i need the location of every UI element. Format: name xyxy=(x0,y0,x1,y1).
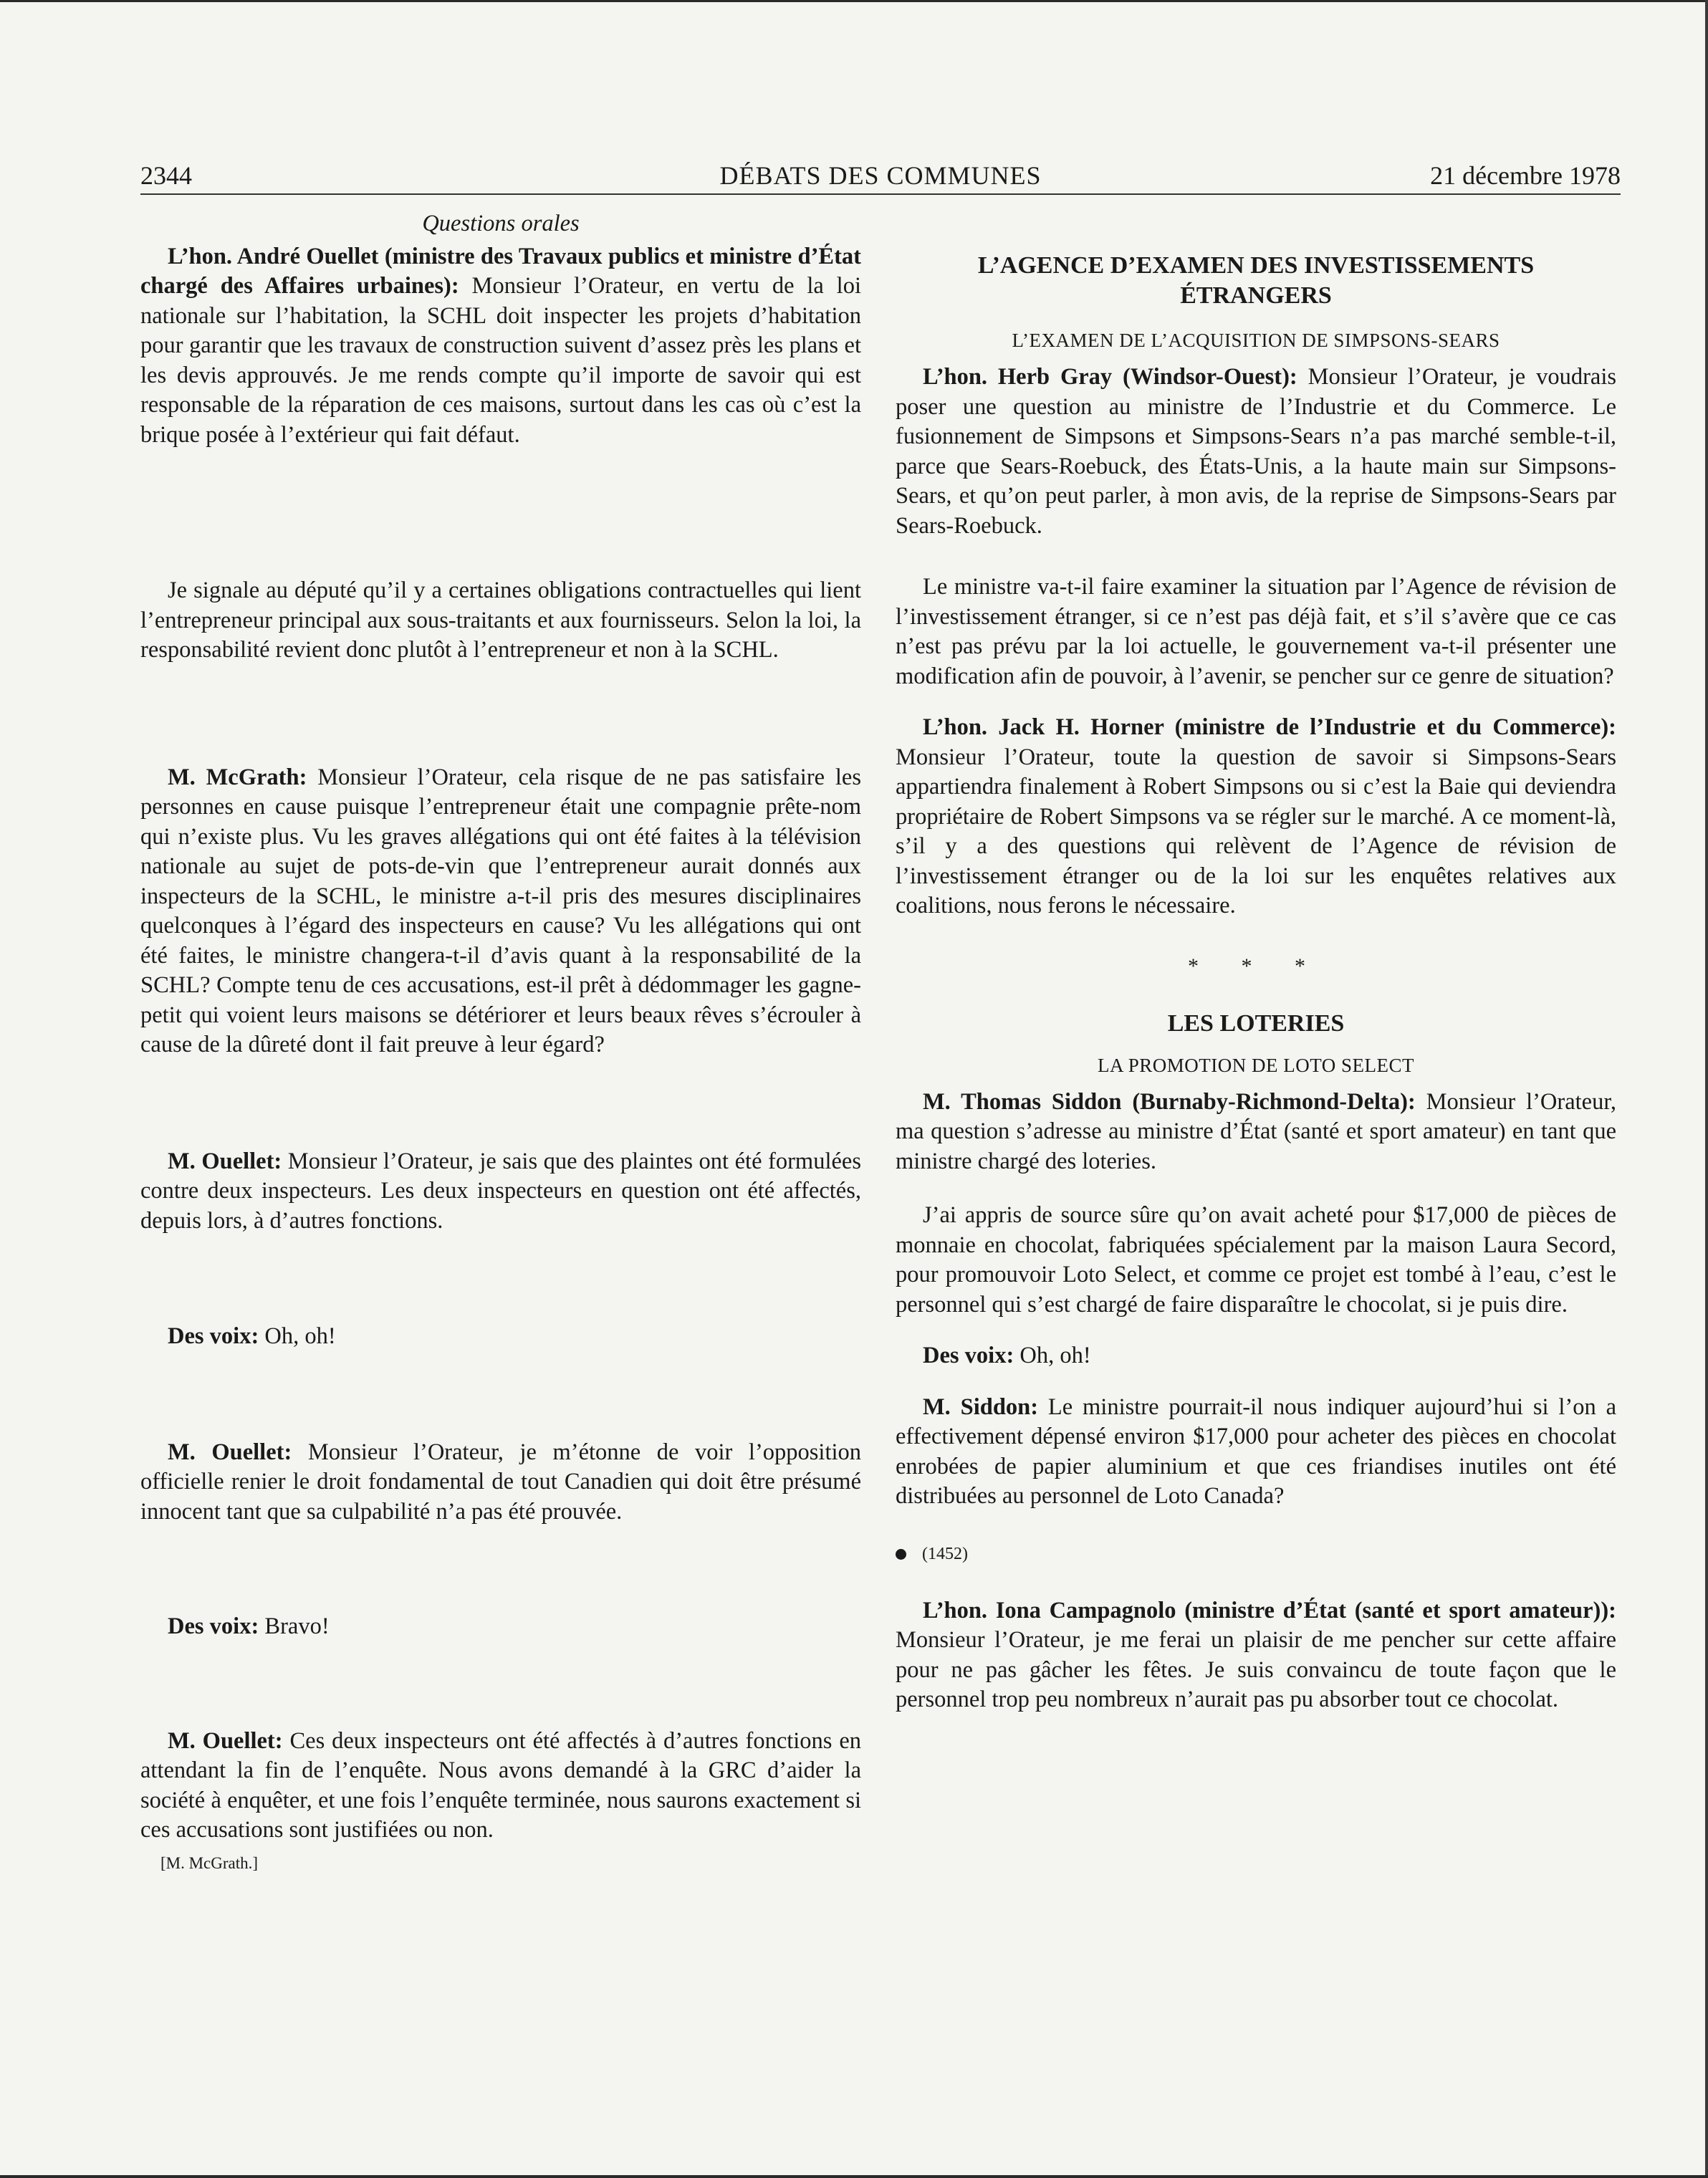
scan-edge xyxy=(1705,0,1708,2178)
running-header xyxy=(140,159,1621,192)
time-marker xyxy=(896,1543,1616,1565)
paragraph xyxy=(896,1341,1616,1371)
paragraph xyxy=(140,1612,861,1642)
speaker-name: L’hon. Herb Gray (Windsor-Ouest): xyxy=(923,364,1297,390)
paragraph xyxy=(140,1322,861,1352)
paragraph-text: Monsieur l’Orateur, je sais que des plaintes ont été formulées contre deux inspecteurs. Les deux inspecteurs en question ont été affectés, depuis lors, à d’autres fonctions. xyxy=(140,1148,861,1234)
speaker-name: Des voix: xyxy=(168,1323,259,1349)
paragraph-text: Je signale au député qu’il y a certaines obligations contractuelles qui lient l’entrepreneur principal aux sous-traitants et aux fournisseurs. Selon la loi, la responsabilité revient donc plutôt à l’entrepreneur et non à la SCHL. xyxy=(140,577,861,663)
section-heading: L’AGENCE D’EXAMEN DES INVESTISSEMENTS ÉTRANGERS xyxy=(977,252,1535,309)
section-subheading: L’EXAMEN DE L’ACQUISITION DE SIMPSONS-SEARS xyxy=(1012,330,1500,351)
section-separator: * * * xyxy=(1188,954,1324,978)
paragraph xyxy=(140,763,861,1060)
speaker-name: Des voix: xyxy=(923,1343,1014,1368)
paragraph xyxy=(896,1201,1616,1320)
scan-edge xyxy=(0,2175,1708,2178)
page-number: 2344 xyxy=(140,161,192,190)
paragraph xyxy=(896,1088,1616,1177)
speaker-name: L’hon. Jack H. Horner (ministre de l’Industrie et du Commerce): xyxy=(923,714,1616,740)
paragraph xyxy=(140,1727,861,1846)
speaker-footnote: [M. McGrath.] xyxy=(160,1853,259,1872)
paragraph-text: Oh, oh! xyxy=(1014,1343,1091,1368)
paragraph xyxy=(140,1438,861,1527)
speaker-name: L’hon. André Ouellet (ministre des Travaux publics et ministre d’État chargé des Affaires urbaines): xyxy=(140,243,861,299)
speaker-name: M. Ouellet: xyxy=(168,1727,283,1754)
scan-edge xyxy=(0,0,1708,2)
left-column xyxy=(140,209,861,1874)
paragraph-text: Monsieur l’Orateur, je voudrais poser une question au ministre de l’Industrie et du Commerce. Le fusionnement de Simpsons et Simpsons-Sears n’a pas marché semble-t-il, parce que Sears-Roebuck, des États-Unis, a la haute main sur Simpsons-Sears, et qu’on peut parler, à mon avis, de la reprise de Simpsons-Sears par Sears-Roebuck. xyxy=(896,364,1617,539)
section-heading: LES LOTERIES xyxy=(1167,1009,1345,1037)
paragraph-text: Monsieur l’Orateur, je me ferai un plaisir de me pencher sur cette affaire pour ne pas gâcher les fêtes. Je suis convaincu de toute façon que le personnel trop peu nombreux n’aurait pas pu absorber tout ce chocolat. xyxy=(896,1627,1616,1712)
speaker-name: M. Ouellet: xyxy=(168,1148,282,1174)
paragraph-text: Monsieur l’Orateur, cela risque de ne pas satisfaire les personnes en cause puisque l’entrepreneur était une compagnie prête-nom qui n’existe plus. Vu les graves allégations qui ont été faites à la télévision nationale au sujet de pots-de-vin que l’entrepreneur aurait donnés aux inspecteurs de la SCHL, le ministre a-t-il pris des mesures disciplinaires quelconques à l’égard des inspecteurs en cause? Vu les allégations qui ont été faites, le ministre changera-t-il d’avis quant à la responsabilité de la SCHL? Compte tenu de ces accusations, est-il prêt à dédommager les gagne-petit qui voient leurs maisons se détériorer et leurs beaux rêves s’écrouler à cause de la dûreté dont il fait preuve à leur égard? xyxy=(140,764,861,1057)
paragraph-text: Ces deux inspecteurs ont été affectés à d’autres fonctions en attendant la fin de l’enquête. Nous avons demandé à la GRC d’aider la société à enquêter, et une fois l’enquête terminée, nous saurons exactement si ces accusations sont justifiées ou non. xyxy=(140,1727,862,1843)
paragraph-text: Monsieur l’Orateur, en vertu de la loi nationale sur l’habitation, la SCHL doit inspecter les projets d’habitation pour garantir que les travaux de construction suivent d’assez près les plans et les devis approuvés. Je me rends compte qu’il importe de savoir qui est responsable de la réparation de ces maisons, surtout dans les cas où c’est la brique posée à l’extérieur qui fait défaut. xyxy=(140,273,861,448)
paragraph xyxy=(140,242,861,451)
paragraph-text: Oh, oh! xyxy=(259,1323,336,1349)
speaker-name: M. McGrath: xyxy=(168,764,307,790)
paragraph xyxy=(896,1596,1616,1715)
paragraph-text: Le ministre pourrait-il nous indiquer aujourd’hui si l’on a effectivement dépensé environ $17,000 pour acheter des pièces en chocolat enrobées de papier aluminium et que ces friandises inutiles ont été distribuées au personnel de Loto Canada? xyxy=(896,1393,1617,1509)
paragraph-text: Monsieur l’Orateur, je m’étonne de voir l’opposition officielle renier le droit fondamental de tout Canadien qui doit être présumé innocent tant que sa culpabilité n’a pas été prouvée. xyxy=(140,1439,862,1525)
paragraph xyxy=(140,576,861,666)
paragraph xyxy=(896,1393,1616,1512)
header-rule xyxy=(140,193,1621,195)
paragraph-text: Monsieur l’Orateur, ma question s’adresse au ministre d’État (santé et sport amateur) en tant que ministre chargé des loteries. xyxy=(896,1088,1616,1174)
speaker-name: Des voix: xyxy=(168,1613,259,1639)
speaker-name: L’hon. Iona Campagnolo (ministre d’État (santé et sport amateur)): xyxy=(923,1597,1616,1623)
paragraph xyxy=(896,572,1616,691)
paragraph xyxy=(896,713,1616,921)
header-date: 21 décembre 1978 xyxy=(1430,161,1621,190)
paragraph-text: J’ai appris de source sûre qu’on avait acheté pour $17,000 de pièces de monnaie en chocolat, fabriquées spécialement par la maison Laura Secord, pour promouvoir Loto Select, et comme ce projet est tombé à l’eau, c’est le personnel qui s’est chargé de faire disparaître le chocolat, si je puis dire. xyxy=(896,1202,1616,1318)
paragraph-text: Bravo! xyxy=(259,1613,330,1639)
section-continued-label: Questions orales xyxy=(422,211,580,236)
journal-title: DÉBATS DES COMMUNES xyxy=(719,161,1042,190)
paragraph-text: Monsieur l’Orateur, toute la question de savoir si Simpsons-Sears appartiendra finalement à Robert Simpsons ou si c’est la Baie qui deviendra propriétaire de Robert Simpsons va se régler sur le marché. A ce moment-là, s’il y a des questions qui relèvent de l’Agence de révision de l’investissement étranger ou de la loi sur les enquêtes relatives aux coalitions, nous ferons le nécessaire. xyxy=(896,744,1616,918)
time-marker-text: (1452) xyxy=(922,1544,968,1563)
paragraph xyxy=(896,363,1616,541)
paragraph-text: Le ministre va-t-il faire examiner la situation par l’Agence de révision de l’investissement étranger, si ce n’est pas déjà fait, et s’il s’avère que ce cas n’est pas prévu par la loi actuelle, le gouvernement va-t-il présenter une modification afin de pouvoir, à l’avenir, se pencher sur ce genre de situation? xyxy=(896,574,1616,689)
section-subheading: LA PROMOTION DE LOTO SELECT xyxy=(1098,1054,1414,1076)
right-column xyxy=(896,209,1616,1715)
paragraph xyxy=(140,1147,861,1237)
bullet-icon xyxy=(896,1549,906,1560)
speaker-name: M. Siddon: xyxy=(923,1393,1039,1420)
speaker-name: M. Thomas Siddon (Burnaby-Richmond-Delta): xyxy=(923,1088,1416,1115)
speaker-name: M. Ouellet: xyxy=(168,1439,292,1465)
